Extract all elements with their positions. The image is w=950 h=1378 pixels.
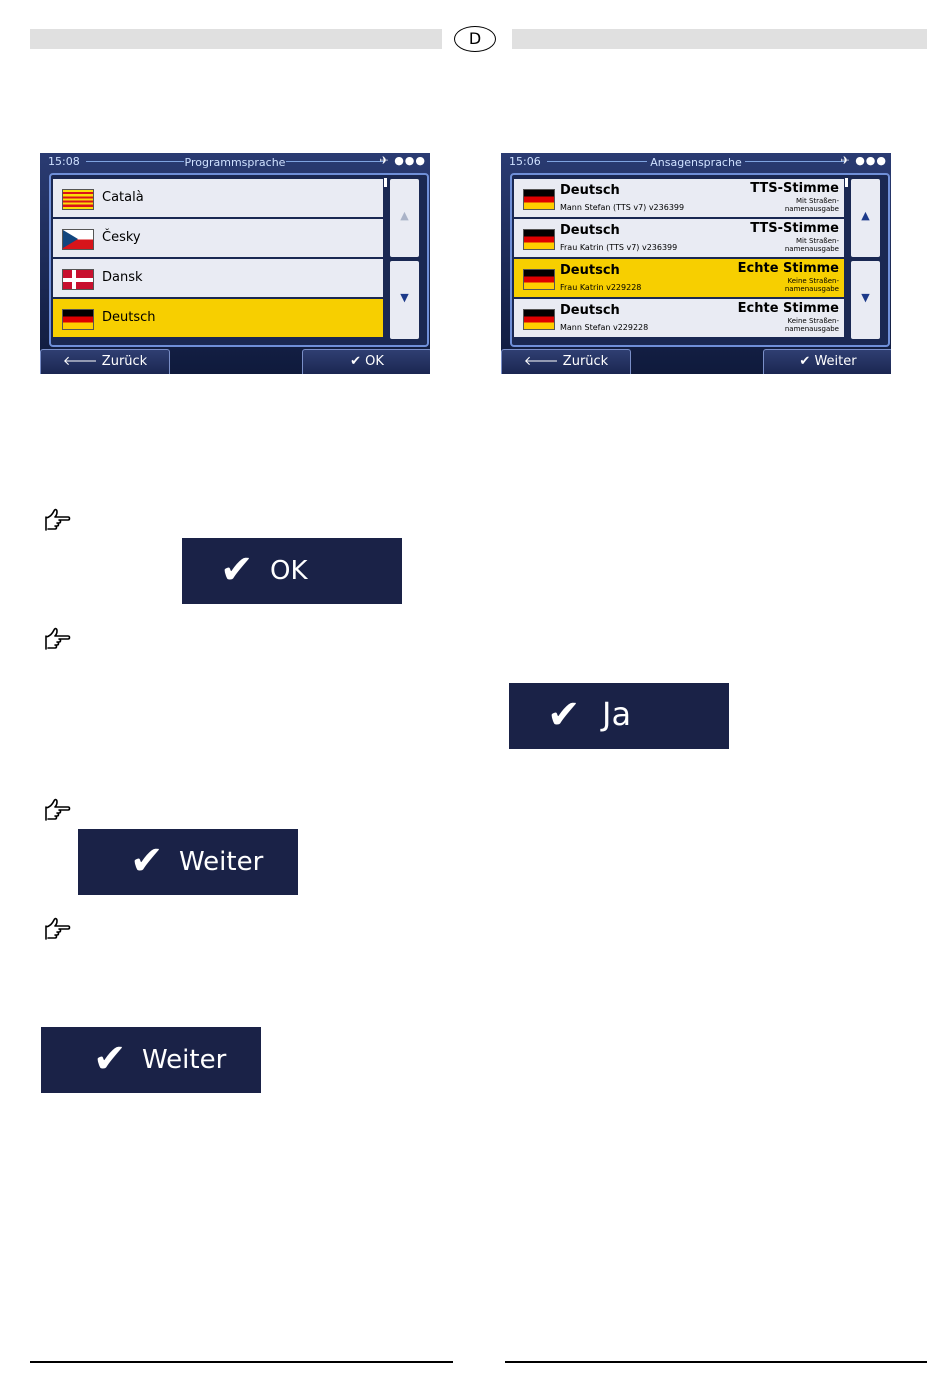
flag-denmark-icon bbox=[62, 269, 94, 290]
item-label: Català bbox=[102, 190, 144, 205]
check-icon: ✔ bbox=[350, 354, 361, 369]
voice-detail: Mann Stefan (TTS v7) v236399 bbox=[560, 203, 685, 212]
pointing-hand-icon bbox=[42, 624, 72, 654]
voice-note bbox=[749, 237, 839, 253]
voice-language: Deutsch bbox=[560, 223, 620, 238]
screen-title: Programmsprache bbox=[184, 156, 286, 169]
check-icon: ✔ bbox=[547, 692, 581, 738]
voice-list bbox=[510, 173, 890, 347]
next-button-label: Weiter bbox=[814, 354, 857, 369]
list-item-voice-stefan-real[interactable] bbox=[514, 299, 844, 337]
back-button[interactable] bbox=[40, 349, 170, 374]
list-item-cesky[interactable] bbox=[53, 219, 383, 259]
scroll-up-button[interactable] bbox=[390, 179, 419, 257]
back-button[interactable] bbox=[501, 349, 631, 374]
list-item-voice-stefan-tts[interactable] bbox=[514, 179, 844, 219]
yes-button-label: Ja bbox=[602, 695, 632, 733]
arrow-up-icon: ▲ bbox=[861, 209, 870, 222]
voice-note bbox=[749, 197, 839, 213]
voice-type: Echte Stimme bbox=[737, 301, 839, 316]
next-button-large-2[interactable] bbox=[41, 1027, 261, 1093]
screen-status-bar bbox=[40, 153, 430, 170]
header-bar-left bbox=[30, 29, 442, 49]
next-button-label: Weiter bbox=[142, 1045, 227, 1075]
item-label: Dansk bbox=[102, 270, 143, 285]
arrow-down-icon: ▼ bbox=[400, 291, 409, 304]
arrow-left-icon: 🡐 bbox=[62, 354, 98, 369]
voice-type: Echte Stimme bbox=[737, 261, 839, 276]
next-button-large[interactable] bbox=[78, 829, 298, 895]
list-item-voice-katrin-tts[interactable] bbox=[514, 219, 844, 259]
voice-detail: Mann Stefan v229228 bbox=[560, 323, 649, 332]
flag-germany-icon bbox=[523, 309, 555, 330]
flag-germany-icon bbox=[523, 229, 555, 250]
screen-title: Ansagensprache bbox=[650, 156, 742, 169]
flag-germany-icon bbox=[62, 309, 94, 330]
voice-note-line: Mit Straßen- bbox=[796, 197, 839, 205]
voice-note-line: namenausgabe bbox=[784, 245, 839, 253]
voice-note-line: Mit Straßen- bbox=[796, 237, 839, 245]
item-label: Česky bbox=[102, 230, 141, 245]
program-language-screen bbox=[40, 153, 430, 374]
ok-button-label: OK bbox=[270, 556, 308, 586]
back-button-label: Zurück bbox=[562, 354, 609, 369]
back-button-label: Zurück bbox=[101, 354, 148, 369]
voice-language: Deutsch bbox=[560, 303, 620, 318]
pointing-hand-icon bbox=[42, 914, 72, 944]
scroll-down-button[interactable] bbox=[390, 261, 419, 339]
language-list bbox=[49, 173, 429, 347]
voice-note-line: namenausgabe bbox=[784, 205, 839, 213]
list-item-voice-katrin-real[interactable] bbox=[514, 259, 844, 299]
ok-button-large[interactable] bbox=[182, 538, 402, 604]
flag-germany-icon bbox=[523, 189, 555, 210]
scroll-up-button[interactable] bbox=[851, 179, 880, 257]
item-label: Deutsch bbox=[102, 310, 156, 325]
voice-language: Deutsch bbox=[560, 183, 620, 198]
arrow-up-icon: ▲ bbox=[400, 209, 409, 222]
flag-germany-icon bbox=[523, 269, 555, 290]
footer-rule-left bbox=[30, 1361, 453, 1363]
page-language-marker: D bbox=[454, 26, 496, 52]
voice-note-line: namenausgabe bbox=[784, 325, 839, 333]
yes-button-large[interactable] bbox=[509, 683, 729, 749]
voice-detail: Frau Katrin (TTS v7) v236399 bbox=[560, 243, 678, 252]
ok-button-label: OK bbox=[365, 354, 384, 369]
voice-note-line: namenausgabe bbox=[784, 285, 839, 293]
voice-type: TTS-Stimme bbox=[750, 221, 839, 236]
check-icon: ✔ bbox=[799, 354, 811, 369]
voice-note-line: Keine Straßen- bbox=[787, 317, 839, 325]
voice-language: Deutsch bbox=[560, 263, 620, 278]
flag-catalonia-icon bbox=[62, 189, 94, 210]
header-bar-right bbox=[512, 29, 927, 49]
voice-type: TTS-Stimme bbox=[750, 181, 839, 196]
pointing-hand-icon bbox=[42, 505, 72, 535]
list-item-deutsch[interactable] bbox=[53, 299, 383, 337]
list-item-dansk[interactable] bbox=[53, 259, 383, 299]
voice-note bbox=[749, 277, 839, 293]
check-icon: ✔ bbox=[130, 838, 164, 884]
footer-rule-right bbox=[505, 1361, 927, 1363]
clock: 15:06 bbox=[509, 155, 541, 168]
screen-status-bar bbox=[501, 153, 891, 170]
arrow-down-icon: ▼ bbox=[861, 291, 870, 304]
check-icon: ✔ bbox=[93, 1036, 127, 1082]
next-button[interactable] bbox=[763, 349, 891, 374]
voice-language-screen bbox=[501, 153, 891, 374]
flag-czech-icon bbox=[62, 229, 94, 250]
scroll-down-button[interactable] bbox=[851, 261, 880, 339]
voice-detail: Frau Katrin v229228 bbox=[560, 283, 642, 292]
voice-note bbox=[749, 317, 839, 333]
gps-status-icon: ✈ ●●● bbox=[379, 154, 426, 167]
clock: 15:08 bbox=[48, 155, 80, 168]
pointing-hand-icon bbox=[42, 795, 72, 825]
scroll-position-indicator bbox=[845, 178, 848, 187]
next-button-label: Weiter bbox=[179, 847, 264, 877]
voice-note-line: Keine Straßen- bbox=[787, 277, 839, 285]
list-item-catala[interactable] bbox=[53, 179, 383, 219]
scroll-position-indicator bbox=[384, 178, 387, 187]
arrow-left-icon: 🡐 bbox=[523, 354, 559, 369]
check-icon: ✔ bbox=[220, 547, 254, 593]
ok-button[interactable] bbox=[302, 349, 430, 374]
gps-status-icon: ✈ ●●● bbox=[840, 154, 887, 167]
